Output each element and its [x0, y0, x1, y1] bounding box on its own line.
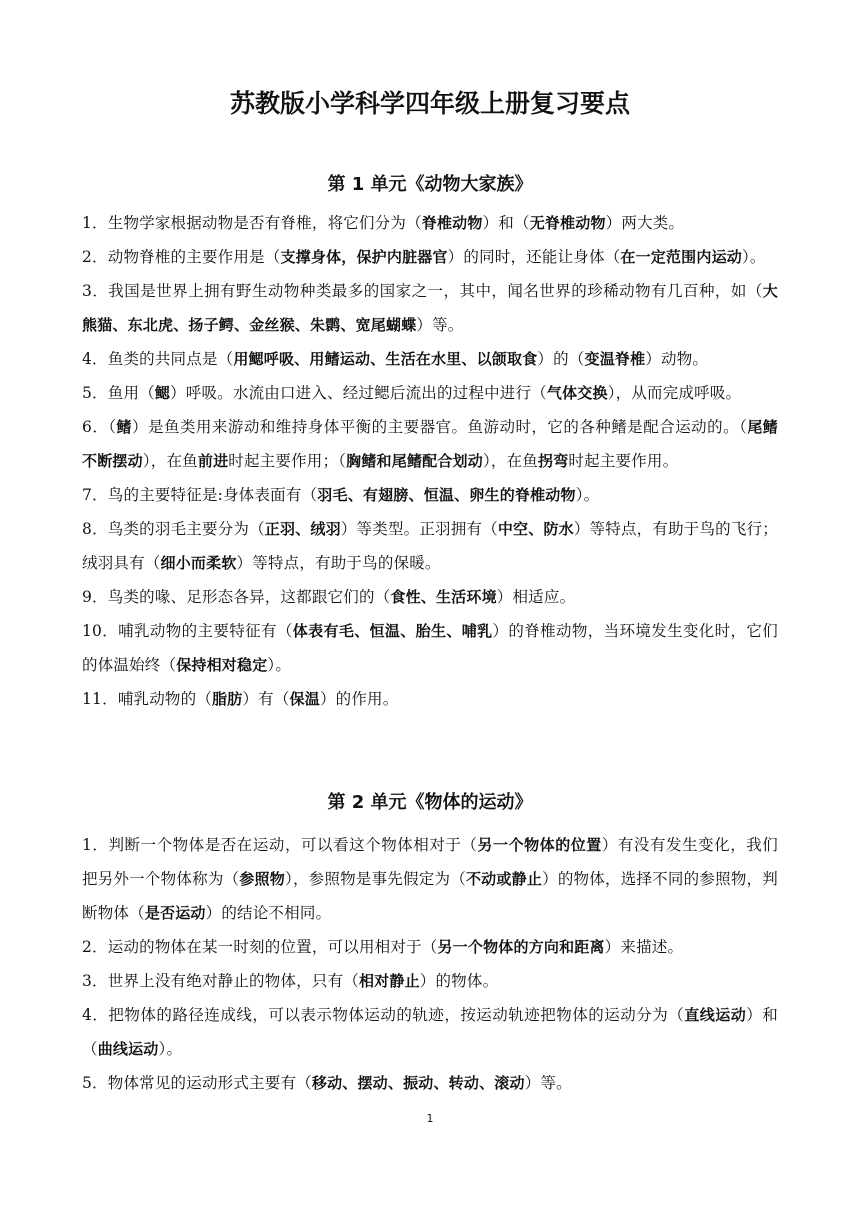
answer-text: 脂肪 — [212, 690, 243, 708]
item-text: ）相适应。 — [496, 588, 576, 606]
answer-text: 曲线运动 — [97, 1040, 159, 1058]
item-text: ）等特点，有助于鸟的保暖。 — [236, 554, 441, 572]
document-title: 苏教版小学科学四年级上册复习要点 — [229, 89, 630, 118]
item-text: ）的作用。 — [319, 690, 399, 708]
item-text: ），从而完成呼吸。 — [607, 384, 742, 402]
item-text: 11．哺乳动物的（ — [82, 690, 213, 708]
answer-text: 保持相对稳定 — [176, 656, 268, 674]
item-text: 3．世界上没有绝对静止的物体，只有（ — [82, 972, 359, 990]
item-text: ）和（ — [482, 214, 530, 232]
item-text: 6．（ — [82, 418, 117, 436]
answer-text: 不动或静止 — [465, 870, 543, 888]
item-text: ），在鱼 — [482, 452, 539, 470]
answer-text: 用鳃呼吸、用鳍运动、生活在水里、以颌取食 — [233, 350, 538, 368]
unit-1-title: 第 1 单元《动物大家族》 — [327, 174, 533, 195]
item-text: 时起主要作用；（ — [228, 452, 347, 470]
answer-text: 是否运动 — [144, 904, 206, 922]
answer-text: 食性、生活环境 — [390, 588, 497, 606]
list-item — [82, 828, 778, 930]
item-text: ）的脊椎动物，当环境发生变化时，它们的体温始终（ — [82, 622, 778, 674]
answer-text: 变温脊椎 — [584, 350, 646, 368]
answer-text: 体表有毛、恒温、胎生、哺乳 — [292, 622, 493, 640]
item-text: ）有没有发生变化，我们把另外一个物体称为（ — [82, 836, 778, 888]
answer-text: 尾鳍不断摆动 — [82, 418, 779, 470]
list-item — [82, 342, 778, 376]
item-text: ）来描述。 — [604, 938, 684, 956]
answer-text: 气体交换 — [546, 384, 608, 402]
answer-text: 保温 — [289, 690, 320, 708]
list-item — [82, 1066, 778, 1100]
item-text: ）。 — [267, 656, 292, 674]
answer-text: 无脊椎动物 — [529, 214, 606, 232]
answer-text: 相对静止 — [358, 972, 420, 990]
item-text: ）呼吸。水流由口进入、经过鳃后流出的过程中进行（ — [170, 384, 547, 402]
list-item — [82, 274, 778, 342]
list-item — [82, 206, 778, 240]
unit-2-items — [82, 828, 778, 1100]
item-text: ）的物体。 — [419, 972, 499, 990]
item-text: 2．动物脊椎的主要作用是（ — [82, 248, 281, 266]
answer-text: 细小而柔软 — [160, 554, 237, 572]
item-text: ）两大类。 — [605, 214, 685, 232]
item-text: ）等类型。正羽拥有（ — [340, 520, 498, 538]
answer-text: 胸鳍和尾鳍配合划动 — [346, 452, 483, 470]
item-text: ）的同时，还能让身体（ — [447, 248, 621, 266]
answer-text: 直线运动 — [684, 1006, 747, 1024]
item-text: 3．我国是世界上拥有野生动物种类最多的国家之一，其中，闻名世界的珍稀动物有几百种，如（ — [82, 282, 763, 300]
answer-text: 羽毛、有翅膀、恒温、卵生的脊椎动物 — [317, 486, 576, 504]
answer-text: 前进 — [197, 452, 229, 470]
list-item — [82, 930, 778, 964]
item-text: ）是鱼类用来游动和维持身体平衡的主要器官。鱼游动时，它的各种鳍是配合运动的。（ — [132, 418, 748, 436]
item-text: 10．哺乳动物的主要特征有（ — [82, 622, 293, 640]
unit-1-items — [82, 206, 778, 716]
list-item — [82, 240, 778, 274]
answer-text: 中空、防水 — [497, 520, 574, 538]
item-text: 7．鸟的主要特征是:身体表面有（ — [82, 486, 318, 504]
item-text: ）等特点，有助于鸟的飞行；绒羽具有（ — [82, 520, 778, 572]
item-text: ）的结论不相同。 — [205, 904, 332, 922]
item-text: ）和（ — [82, 1006, 778, 1058]
list-item — [82, 376, 778, 410]
answer-text: 鳃 — [154, 384, 171, 402]
answer-text: 参照物 — [239, 870, 285, 888]
item-text: 5．物体常见的运动形式主要有（ — [82, 1074, 312, 1092]
list-item — [82, 512, 778, 580]
list-item — [82, 410, 778, 478]
answer-text: 鳍 — [116, 418, 133, 436]
item-text: ）有（ — [242, 690, 290, 708]
item-text: ）动物。 — [645, 350, 709, 368]
answer-text: 另一个物体的位置 — [477, 836, 602, 854]
item-text: 5．鱼用（ — [82, 384, 155, 402]
item-text: ）。 — [158, 1040, 183, 1058]
item-text: ），在鱼 — [142, 452, 198, 470]
item-text: ）等。 — [524, 1074, 572, 1092]
item-text: 4．鱼类的共同点是（ — [82, 350, 234, 368]
list-item — [82, 614, 778, 682]
item-text: 1．判断一个物体是否在运动，可以看这个物体相对于（ — [82, 836, 478, 854]
answer-text: 脊椎动物 — [421, 214, 483, 232]
item-text: 时起主要作用。 — [568, 452, 679, 470]
item-text: 2．运动的物体在某一时刻的位置，可以用相对于（ — [82, 938, 438, 956]
item-text: 4．把物体的路径连成线，可以表示物体运动的轨迹，按运动轨迹把物体的运动分为（ — [82, 1006, 685, 1024]
item-text: ）。 — [741, 248, 766, 266]
answer-text: 另一个物体的方向和距离 — [437, 938, 605, 956]
unit-2-title: 第 2 单元《物体的运动》 — [327, 792, 533, 813]
answer-text: 大熊猫、东北虎、扬子鳄、金丝猴、朱鹮、宽尾蝴蝶 — [82, 282, 778, 334]
list-item — [82, 580, 778, 614]
item-text: 8．鸟类的羽毛主要分为（ — [82, 520, 265, 538]
answer-text: 拐弯 — [538, 452, 569, 470]
list-item — [82, 964, 778, 998]
item-text: ）等。 — [416, 316, 464, 334]
answer-text: 在一定范围内运动 — [620, 248, 742, 266]
item-text: ），参照物是事先假定为（ — [284, 870, 466, 888]
answer-text: 支撑身体，保护内脏器官 — [280, 248, 448, 266]
item-text: ）的物体，选择不同的参照物，判断物体（ — [82, 870, 778, 922]
answer-text: 正羽、绒羽 — [264, 520, 341, 538]
list-item — [82, 478, 778, 512]
item-text: 9．鸟类的喙、足形态各异，这都跟它们的（ — [82, 588, 391, 606]
page-number: 1 — [426, 1112, 434, 1125]
list-item — [82, 998, 778, 1066]
item-text: 1．生物学家根据动物是否有脊椎，将它们分为（ — [82, 214, 422, 232]
answer-text: 移动、摆动、振动、转动、滚动 — [311, 1074, 525, 1092]
list-item — [82, 682, 778, 716]
item-text: ）。 — [575, 486, 600, 504]
item-text: ）的（ — [537, 350, 585, 368]
